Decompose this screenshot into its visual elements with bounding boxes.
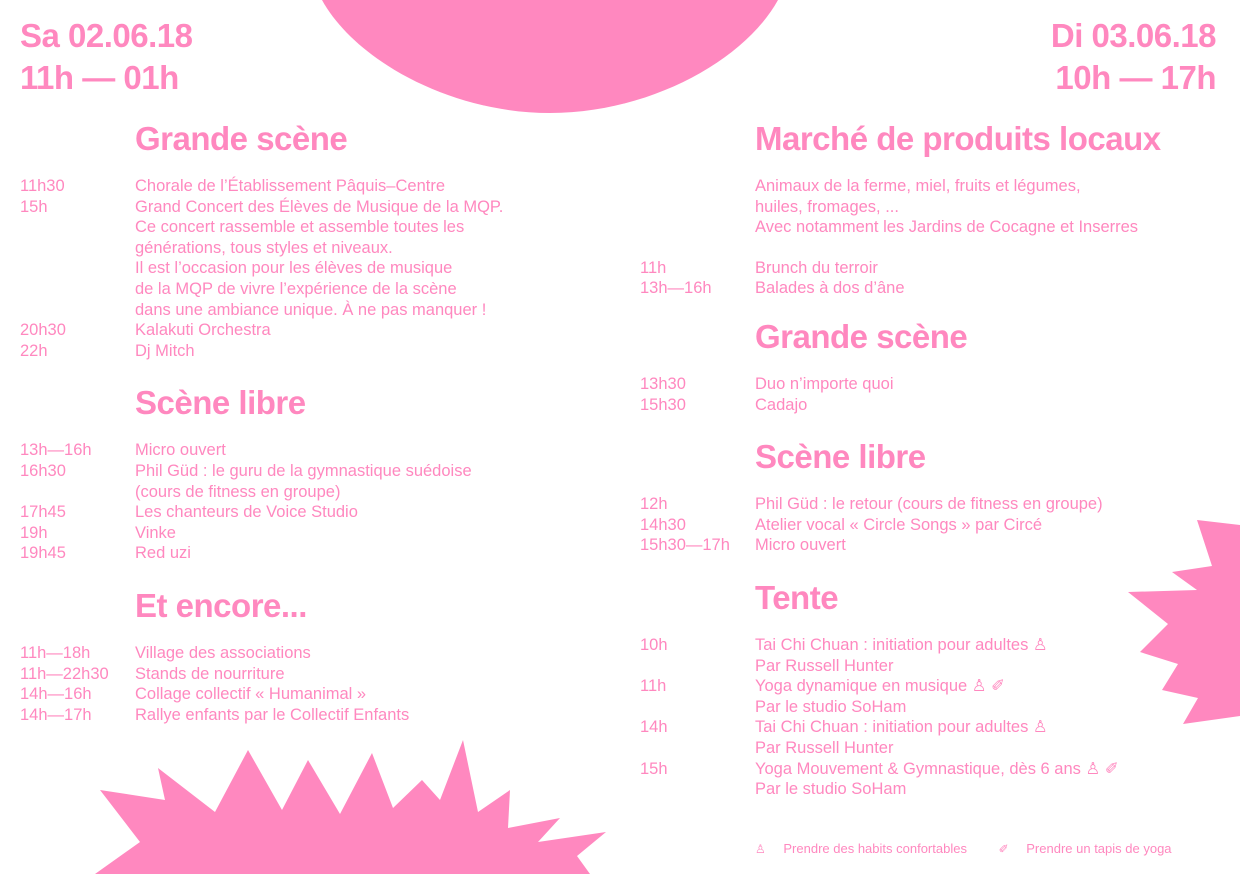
schedule-text: Vinke xyxy=(135,523,176,542)
schedule-text: Grand Concert des Élèves de Musique de la MQP. Ce concert rassemble et assemble toutes les générations, tous styles et niveaux. Il est l’occasion pour les élèves de musique de la MQP de vivre l’expérience de la scène dans une ambiance unique. À ne pas manquer ! xyxy=(135,197,504,319)
schedule-text: Red uzi xyxy=(135,544,191,563)
schedule-time: 20h30 xyxy=(20,321,66,340)
legend-mat-text: Prendre un tapis de yoga xyxy=(1026,841,1172,856)
legend-clothes xyxy=(755,841,981,856)
schedule-time: 12h xyxy=(640,495,668,514)
schedule-row xyxy=(640,395,1230,416)
saturday-hours: 11h — 01h xyxy=(20,59,179,96)
schedule-text: Les chanteurs de Voice Studio xyxy=(135,503,358,522)
schedule-row xyxy=(20,341,580,362)
schedule-row xyxy=(640,676,1230,717)
section-title: Grande scène xyxy=(135,120,348,157)
clothes-icon: ♙ xyxy=(755,842,766,856)
schedule-time: 22h xyxy=(20,341,48,360)
half-circle-shape xyxy=(322,0,778,113)
schedule-time: 15h30 xyxy=(640,395,686,414)
schedule-text: Brunch du terroir xyxy=(755,258,878,277)
schedule-text: Balades à dos d’âne xyxy=(755,279,905,298)
schedule-time: 11h—22h30 xyxy=(20,664,109,683)
schedule-row xyxy=(20,197,580,321)
burst-shape-bottom-left xyxy=(95,740,606,874)
schedule-row xyxy=(20,502,580,523)
schedule-row xyxy=(20,543,580,564)
schedule-row xyxy=(20,523,580,544)
schedule-row xyxy=(20,705,580,726)
schedule-text: Atelier vocal « Circle Songs » par Circé xyxy=(755,515,1043,534)
schedule-time: 16h30 xyxy=(20,461,66,480)
schedule-time: 14h xyxy=(640,718,668,737)
schedule-row xyxy=(20,664,580,685)
section-schedule xyxy=(20,176,580,361)
schedule-time: 15h30—17h xyxy=(640,536,730,555)
schedule-text: Duo n’importe quoi xyxy=(755,374,894,393)
schedule-row xyxy=(20,176,580,197)
schedule-time: 19h xyxy=(20,523,48,542)
section-title: Grande scène xyxy=(755,317,968,355)
schedule-text: Village des associations xyxy=(135,643,311,662)
schedule-row xyxy=(640,759,1230,800)
market-section xyxy=(640,119,1230,299)
schedule-row xyxy=(640,635,1230,676)
schedule-time: 19h45 xyxy=(20,544,66,563)
saturday-date: Sa 02.06.18 xyxy=(20,17,193,54)
schedule-time: 13h—16h xyxy=(20,441,92,460)
schedule-time: 11h—18h xyxy=(20,643,91,662)
schedule-text: Phil Güd : le retour (cours de fitness en groupe) xyxy=(755,495,1103,514)
legend-clothes-text: Prendre des habits confortables xyxy=(783,841,967,856)
section-schedule xyxy=(640,494,1230,556)
schedule-text: Micro ouvert xyxy=(135,441,226,460)
program-section xyxy=(20,586,580,725)
schedule-row xyxy=(20,461,580,502)
schedule-time: 17h45 xyxy=(20,503,66,522)
section-schedule xyxy=(640,635,1230,800)
schedule-text: Rallye enfants par le Collectif Enfants xyxy=(135,705,410,724)
market-title: Marché de produits locaux xyxy=(755,120,1161,157)
schedule-time: 15h xyxy=(640,759,668,778)
program-section xyxy=(640,437,1230,556)
schedule-time: 11h xyxy=(640,677,667,696)
schedule-row xyxy=(640,258,1230,279)
schedule-row xyxy=(640,494,1230,515)
schedule-time: 13h30 xyxy=(640,374,686,393)
schedule-time: 10h xyxy=(640,635,668,654)
schedule-time: 11h xyxy=(640,258,667,277)
schedule-row xyxy=(20,440,580,461)
legend-mat xyxy=(999,841,1186,856)
schedule-text: Collage collectif « Humanimal » xyxy=(135,685,367,704)
schedule-time: 13h—16h xyxy=(640,279,712,298)
section-schedule xyxy=(640,374,1230,415)
schedule-row xyxy=(640,717,1230,758)
schedule-text: Phil Güd : le guru de la gymnastique suédoise (cours de fitness en groupe) xyxy=(135,461,472,501)
market-schedule xyxy=(640,258,1230,299)
program-section xyxy=(640,578,1230,800)
schedule-row xyxy=(640,374,1230,395)
program-section xyxy=(20,383,580,564)
sunday-date: Di 03.06.18 xyxy=(1050,17,1216,54)
schedule-text: Dj Mitch xyxy=(135,341,195,360)
schedule-time: 15h xyxy=(20,197,48,216)
sunday-header xyxy=(1051,15,1216,99)
sunday-hours: 10h — 17h xyxy=(1055,59,1216,96)
schedule-time: 11h30 xyxy=(20,177,65,195)
schedule-text: Yoga dynamique en musique ♙ ✐ Par le studio SoHam xyxy=(755,677,1005,716)
section-title: Scène libre xyxy=(135,384,306,422)
program-section xyxy=(20,119,580,361)
schedule-text: Tai Chi Chuan : initiation pour adultes ♙ Par Russell Hunter xyxy=(755,718,1048,757)
schedule-text: Stands de nourriture xyxy=(135,664,285,683)
sunday-program xyxy=(640,119,1230,822)
market-description: Animaux de la ferme, miel, fruits et légumes, huiles, fromages, ... Avec notamment les Jardins de Cocagne et Inserres xyxy=(755,177,1139,237)
schedule-text: Yoga Mouvement & Gymnastique, dès 6 ans ♙ ✐ Par le studio SoHam xyxy=(755,759,1119,799)
legend xyxy=(755,840,1200,858)
section-schedule xyxy=(20,643,580,725)
program-section xyxy=(640,317,1230,415)
sunday-sections xyxy=(640,317,1230,800)
saturday-header xyxy=(20,15,193,99)
yoga-mat-icon: ✐ xyxy=(998,842,1009,856)
schedule-time: 14h—17h xyxy=(20,705,92,724)
section-title: Et encore... xyxy=(135,586,307,624)
schedule-text: Tai Chi Chuan : initiation pour adultes ♙ Par Russell Hunter xyxy=(755,635,1048,675)
schedule-row xyxy=(640,278,1230,299)
schedule-text: Micro ouvert xyxy=(755,536,846,555)
schedule-time: 14h—16h xyxy=(20,685,92,704)
schedule-row xyxy=(640,515,1230,536)
schedule-row xyxy=(20,320,580,341)
section-schedule xyxy=(20,440,580,564)
schedule-text: Kalakuti Orchestra xyxy=(135,321,271,340)
saturday-program xyxy=(20,119,580,747)
section-title: Scène libre xyxy=(755,438,926,476)
schedule-row xyxy=(20,643,580,664)
schedule-time: 14h30 xyxy=(640,515,686,534)
schedule-row xyxy=(20,684,580,705)
schedule-row xyxy=(640,535,1230,556)
schedule-text: Cadajo xyxy=(755,395,808,414)
schedule-text: Chorale de l’Établissement Pâquis–Centre xyxy=(135,177,446,195)
section-title: Tente xyxy=(755,578,839,616)
